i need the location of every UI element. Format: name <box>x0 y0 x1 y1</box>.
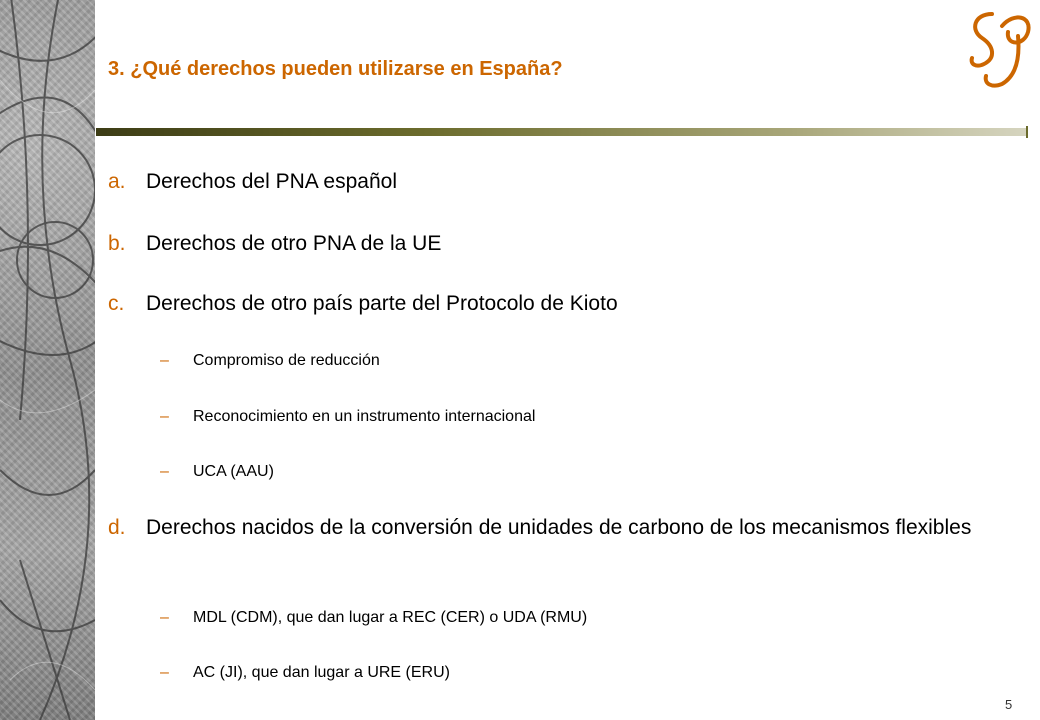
dash-bullet: – <box>160 463 169 480</box>
list-letter: c. <box>108 292 125 315</box>
list-letter: a. <box>108 170 126 193</box>
title-divider-bar <box>96 128 1028 136</box>
sub-item-text: AC (JI), que dan lugar a URE (ERU) <box>193 664 450 681</box>
dash-bullet: – <box>160 609 169 626</box>
list-item-text: Derechos de otro país parte del Protocolo de Kioto <box>146 292 618 315</box>
sg-monogram-logo-icon <box>962 6 1037 91</box>
list-item-text: Derechos nacidos de la conversión de unidades de carbono de los mecanismos flexibles <box>146 516 972 539</box>
page-number: 5 <box>1005 697 1013 712</box>
sub-item <box>160 406 535 428</box>
sub-item <box>160 350 380 372</box>
list-item-b <box>108 228 1021 259</box>
dash-bullet: – <box>160 408 169 425</box>
dash-bullet: – <box>160 664 169 681</box>
decorative-side-image <box>0 0 95 720</box>
sub-item <box>160 607 587 629</box>
list-letter: d. <box>108 516 126 539</box>
list-letter: b. <box>108 232 126 255</box>
decorative-lines-icon <box>0 0 95 720</box>
list-item-a <box>108 166 1021 197</box>
sub-item <box>160 662 450 684</box>
sub-item-text: MDL (CDM), que dan lugar a REC (CER) o UDA (RMU) <box>193 609 588 626</box>
list-item-d <box>108 512 1021 543</box>
list-item-text: Derechos de otro PNA de la UE <box>146 232 442 255</box>
dash-bullet: – <box>160 352 169 369</box>
list-item-text: Derechos del PNA español <box>146 170 397 193</box>
sub-item-text: Compromiso de reducción <box>193 352 380 369</box>
sub-item-text: Reconocimiento en un instrumento internacional <box>193 408 536 425</box>
sub-item <box>160 461 274 483</box>
title-divider-end <box>1026 126 1028 138</box>
sub-item-text: UCA (AAU) <box>193 463 274 480</box>
list-item-c <box>108 288 1021 319</box>
slide-title: 3. ¿Qué derechos pueden utilizarse en España? <box>108 58 563 80</box>
